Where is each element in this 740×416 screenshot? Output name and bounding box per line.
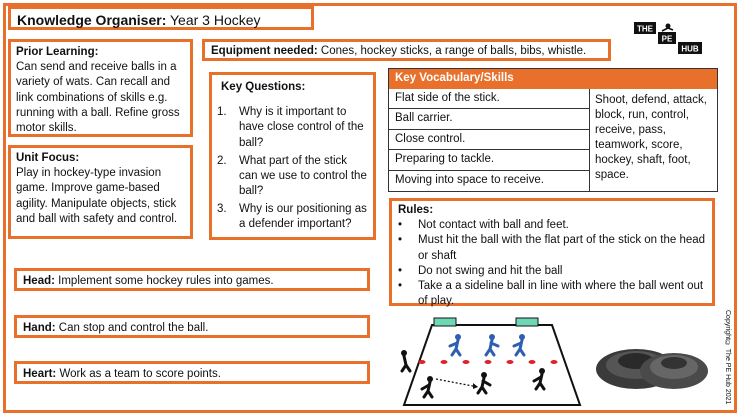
equipment-label: Equipment needed:	[211, 45, 318, 57]
vocabulary-row: Flat side of the stick.	[389, 89, 589, 109]
hand-box	[14, 315, 370, 338]
key-question-text: Why is it important to have close control of the ball?	[239, 106, 364, 149]
prior-learning-label: Prior Learning:	[16, 46, 99, 58]
copyright-text: Copyright© The PE Hub 2021	[724, 309, 731, 405]
key-question-item	[217, 154, 368, 200]
vocabulary-table	[388, 68, 718, 192]
hand-text: Can stop and control the ball.	[58, 322, 209, 334]
rule-text: Not contact with ball and feet.	[418, 219, 569, 232]
key-question-text: What part of the stick can we use to control the ball?	[239, 154, 367, 198]
heart-box	[14, 361, 370, 384]
page-title	[8, 6, 314, 30]
equipment-text: Cones, hockey sticks, a range of balls, bibs, whistle.	[320, 45, 587, 57]
title-value: Year 3 Hockey	[170, 12, 261, 28]
heart-label: Heart:	[23, 368, 57, 380]
rules-box	[389, 198, 715, 306]
rule-item: • Not contact with ball and feet.	[398, 218, 706, 233]
goal-icon	[434, 318, 456, 326]
key-question-number: 1.	[217, 106, 227, 119]
rule-text: Must hit the ball with the flat part of the stick on the head or shaft	[418, 234, 706, 262]
rule-item: • Do not swing and hit the ball	[398, 264, 706, 279]
vocabulary-row: Close control.	[389, 130, 589, 150]
logo-text-hub: HUB	[681, 44, 699, 54]
equipment-box	[202, 39, 611, 61]
rule-text: Do not swing and hit the ball	[418, 264, 563, 277]
logo-figure-icon	[662, 28, 673, 31]
vocabulary-words: Shoot, defend, attack, block, run, control, receive, pass, teamwork, score, hockey, shaft, foot, space.	[595, 94, 707, 181]
cone-ring-icon	[661, 357, 687, 369]
head-box	[14, 268, 370, 291]
rule-item: • Take a a sideline ball in line with where the ball went out of play.	[398, 279, 706, 309]
prior-learning-box	[8, 39, 193, 137]
cones-image	[594, 325, 710, 395]
unit-focus-label: Unit Focus:	[16, 152, 80, 164]
vocabulary-row: Ball carrier.	[389, 109, 589, 129]
key-question-item	[217, 202, 368, 232]
rule-text: Take a a sideline ball in line with where the ball went out of play.	[418, 279, 704, 308]
vocabulary-row: Moving into space to receive.	[395, 173, 544, 186]
key-question-number: 3.	[217, 203, 227, 216]
pe-hub-logo	[632, 18, 706, 60]
key-questions-list	[217, 105, 368, 232]
prior-learning-text: Can send and receive balls in a variety of wats. Can recall and link combinations of skills e.g. running with a ball. Refine gross motor skills.	[16, 61, 180, 134]
key-question-number: 2.	[217, 154, 227, 167]
vocabulary-row: Preparing to tackle.	[389, 150, 589, 170]
hockey-pitch-illustration	[392, 313, 588, 409]
unit-focus-box	[8, 145, 193, 239]
hand-label: Hand:	[23, 322, 56, 334]
title-label: Knowledge Organiser:	[17, 12, 167, 28]
vocabulary-header: Key Vocabulary/Skills	[389, 69, 717, 89]
logo-text-pe: PE	[661, 34, 673, 44]
key-question-item	[217, 105, 368, 151]
key-questions-label: Key Questions:	[221, 81, 306, 93]
rules-list	[398, 218, 706, 309]
key-question-text: Why is our positioning as a defender important?	[239, 203, 367, 231]
rule-item: • Must hit the ball with the flat part of the stick on the head or shaft	[398, 233, 706, 263]
goal-icon	[516, 318, 538, 326]
key-questions-box	[209, 72, 376, 240]
logo-head-icon	[666, 24, 671, 29]
head-label: Head:	[23, 275, 55, 287]
vocabulary-skills-column	[389, 89, 590, 191]
unit-focus-text: Play in hockey-type invasion game. Improve game-based agility. Manipulate objects, stick and ball with safety and control.	[16, 167, 178, 225]
head-text: Implement some hockey rules into games.	[58, 275, 274, 287]
heart-text: Work as a team to score points.	[59, 368, 221, 380]
logo-text-the: THE	[637, 24, 653, 34]
rules-label: Rules:	[398, 204, 434, 216]
